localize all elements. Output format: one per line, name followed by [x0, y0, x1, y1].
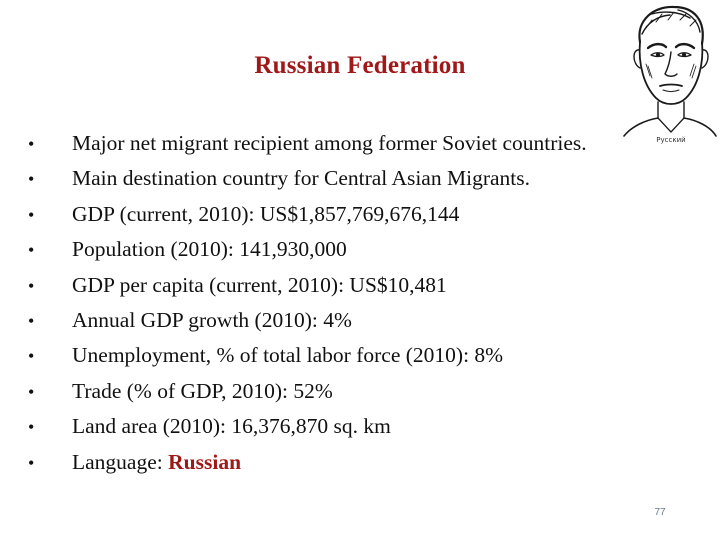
bullet-text: Major net migrant recipient among former Soviet countries.: [72, 131, 587, 155]
bullet-marker: •: [28, 310, 35, 331]
bullet-text: GDP per capita (current, 2010): US$10,481: [72, 272, 447, 297]
portrait-sketch-icon: [618, 2, 718, 152]
list-item: [26, 450, 666, 485]
slide-title: Russian Federation: [254, 52, 466, 79]
bullet-text: Unemployment, % of total labor force (2010): 8%: [72, 343, 504, 368]
bullet-text: Land area (2010): 16,376,870 sq. km: [72, 414, 391, 439]
list-item: [26, 166, 666, 201]
bullet-marker: •: [28, 417, 35, 438]
list-item: [26, 379, 666, 414]
bullet-marker: •: [28, 381, 35, 402]
list-item: [26, 131, 666, 166]
portrait-sketch-image: [618, 2, 718, 152]
bullet-marker: •: [28, 169, 35, 190]
bullet-marker: •: [28, 204, 35, 225]
bullet-marker: •: [28, 346, 35, 367]
list-item: [26, 414, 666, 449]
page-number: 77: [654, 507, 666, 518]
bullet-list: [26, 131, 666, 485]
portrait-caption: Русский: [656, 136, 686, 144]
list-item: [26, 237, 666, 272]
bullet-text: Annual GDP growth (2010): 4%: [72, 307, 352, 332]
bullet-marker: •: [28, 240, 35, 261]
language-value: Russian: [168, 449, 242, 474]
bullet-text: Trade (% of GDP, 2010): 52%: [72, 378, 333, 403]
language-label: Language:: [72, 449, 169, 474]
list-item: [26, 343, 666, 378]
bullet-marker: •: [28, 134, 35, 154]
bullet-marker: •: [28, 275, 35, 296]
list-item: [26, 202, 666, 237]
bullet-text: [72, 450, 241, 475]
list-item: [26, 308, 666, 343]
list-item: [26, 273, 666, 308]
bullet-text: Main destination country for Central Asian Migrants.: [72, 166, 530, 191]
bullet-marker: •: [28, 452, 35, 473]
bullet-text: Population (2010): 141,930,000: [72, 237, 347, 262]
bullet-text: GDP (current, 2010): US$1,857,769,676,144: [72, 201, 460, 226]
